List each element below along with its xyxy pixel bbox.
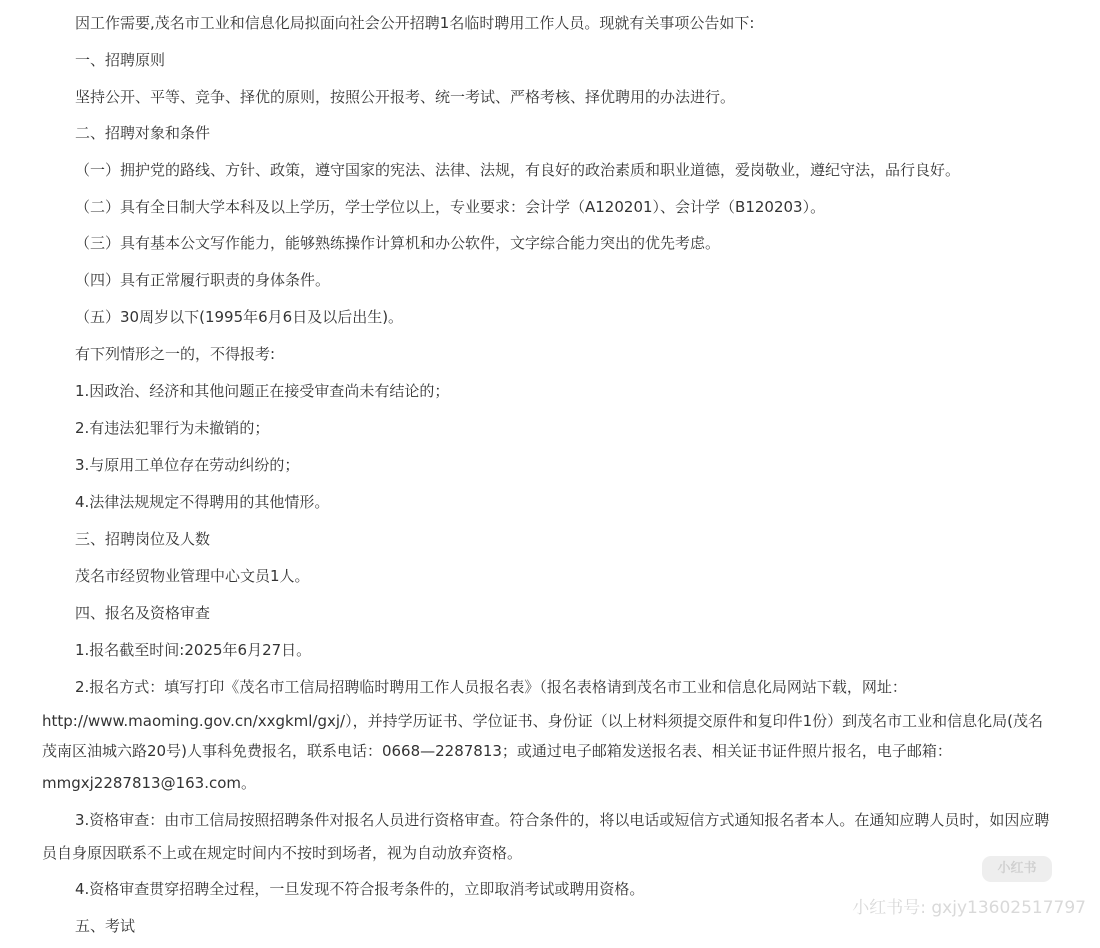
list-item: 3.资格审查：由市工信局按照招聘条件对报名人员进行资格审查。符合条件的，将以电话或短信方式通知报名者本人。在通知应聘人员时，如因应聘 xyxy=(75,811,1050,829)
body-paragraph: 坚持公开、平等、竞争、择优的原则，按照公开报考、统一考试、严格考核、择优聘用的办法进行。 xyxy=(75,88,736,106)
list-item: 2.报名方式：填写打印《茂名市工信局招聘临时聘用工作人员报名表》（报名表格请到茂名市工业和信息化局网站下载，网址： xyxy=(75,678,907,696)
body-paragraph: 有下列情形之一的，不得报考: xyxy=(75,345,276,363)
body-continuation: 员自身原因联系不上或在规定时间内不按时到场者，视为自动放弃资格。 xyxy=(42,844,523,862)
email-line: mmgxj2287813@163.com。 xyxy=(42,774,257,792)
watermark-text: 小红书号: gxjy13602517797 xyxy=(852,898,1086,918)
list-item: 3.与原用工单位存在劳动纠纷的； xyxy=(75,456,300,474)
list-item: （四）具有正常履行职责的身体条件。 xyxy=(75,271,331,289)
list-item: 2.有违法犯罪行为未撤销的； xyxy=(75,419,270,437)
list-item: （二）具有全日制大学本科及以上学历，学士学位以上，专业要求：会计学（A120201）、会计学（B120203）。 xyxy=(75,198,826,216)
section-heading: 五、考试 xyxy=(75,917,136,935)
list-item: 4.资格审查贯穿招聘全过程，一旦发现不符合报考条件的，立即取消考试或聘用资格。 xyxy=(75,880,645,898)
section-heading: 三、招聘岗位及人数 xyxy=(75,530,211,548)
list-item: 4.法律法规规定不得聘用的其他情形。 xyxy=(75,493,330,511)
list-item: 1.报名截至时间:2025年6月27日。 xyxy=(75,641,312,659)
body-continuation: http://www.maoming.gov.cn/xxgkml/gxj/），并持学历证书、学位证书、身份证（以上材料须提交原件和复印件1份）到茂名市工业和信息化局(茂名 xyxy=(42,712,1044,730)
intro-paragraph: 因工作需要,茂名市工业和信息化局拟面向社会公开招聘1名临时聘用工作人员。现就有关事项公告如下: xyxy=(75,14,755,32)
section-heading: 四、报名及资格审查 xyxy=(75,604,211,622)
list-item: （三）具有基本公文写作能力，能够熟练操作计算机和办公软件，文字综合能力突出的优先考虑。 xyxy=(75,234,721,252)
list-item: （一）拥护党的路线、方针、政策，遵守国家的宪法、法律、法规，有良好的政治素质和职业道德，爱岗敬业，遵纪守法，品行良好。 xyxy=(75,161,961,179)
list-item: 1.因政治、经济和其他问题正在接受审查尚未有结论的； xyxy=(75,382,450,400)
section-heading: 二、招聘对象和条件 xyxy=(75,124,211,142)
body-paragraph: 茂名市经贸物业管理中心文员1人。 xyxy=(75,567,310,585)
watermark-logo: 小红书 xyxy=(982,856,1052,882)
list-item: （五）30周岁以下(1995年6月6日及以后出生)。 xyxy=(75,308,404,326)
body-continuation: 茂南区油城六路20号)人事科免费报名，联系电话：0668—2287813；或通过电子邮箱发送报名表、相关证书证件照片报名，电子邮箱： xyxy=(42,742,952,760)
section-heading: 一、招聘原则 xyxy=(75,51,166,69)
